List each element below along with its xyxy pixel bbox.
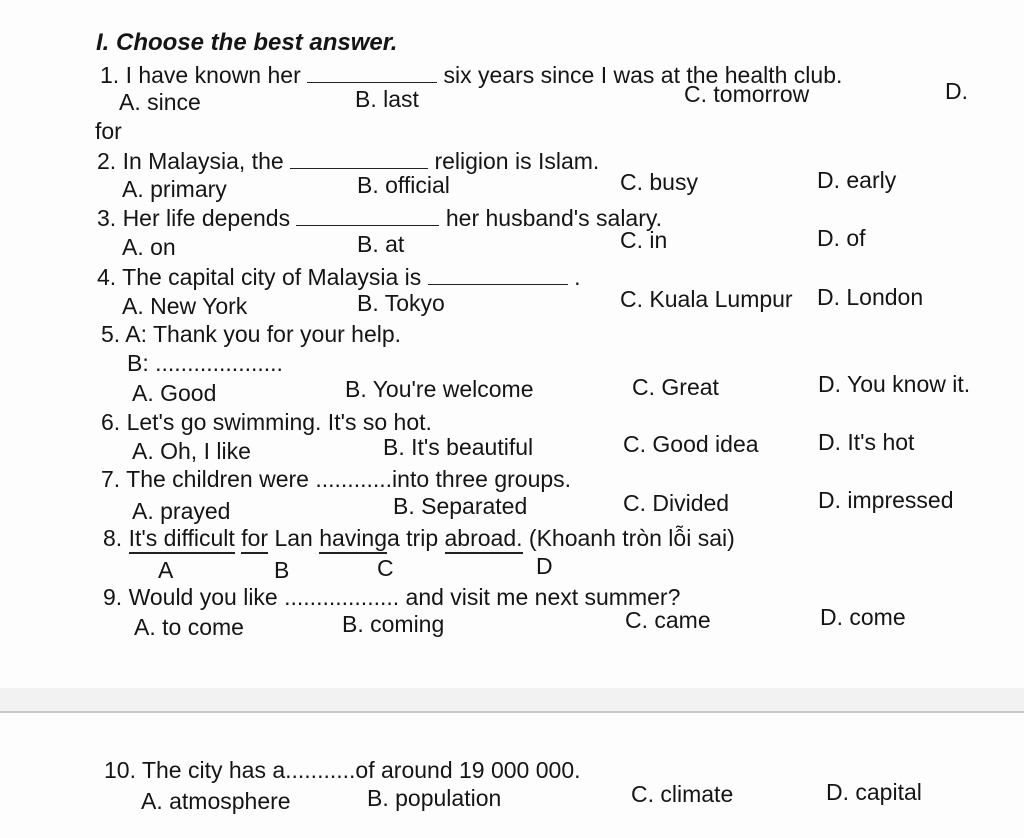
q3-blank[interactable]: [296, 205, 439, 226]
q4-option-a[interactable]: A. New York: [122, 293, 248, 319]
q3-stem-end: her husband's salary.: [445, 205, 663, 231]
q5-option-b[interactable]: B. You're welcome: [345, 376, 534, 402]
q7-option-d[interactable]: D. impressed: [818, 487, 954, 513]
q5-option-d[interactable]: D. You know it.: [818, 371, 971, 397]
worksheet-title: I. Choose the best answer.: [96, 29, 398, 56]
q1-stem-end: six years since I was at the health club.: [443, 62, 843, 88]
q7-option-b[interactable]: B. Separated: [393, 493, 528, 519]
page-divider-bottom: [0, 711, 1024, 713]
q1-option-d-text[interactable]: for: [95, 118, 122, 144]
q8-label-d: D: [536, 553, 553, 579]
q8-label-b: B: [274, 557, 290, 583]
q7-stem-start: 7. The children were: [101, 466, 309, 492]
q5-line-b[interactable]: B: ....................: [127, 350, 283, 376]
q4-option-c[interactable]: C. Kuala Lumpur: [620, 286, 793, 312]
q2-option-b[interactable]: B. official: [357, 172, 450, 198]
q2-option-a[interactable]: A. primary: [122, 176, 227, 202]
q9-option-d[interactable]: D. come: [820, 604, 906, 630]
q1-option-b[interactable]: B. last: [355, 86, 419, 112]
q4-blank[interactable]: [428, 264, 568, 285]
q2-stem-end: religion is Islam.: [434, 148, 600, 174]
q10-option-b[interactable]: B. population: [367, 785, 502, 811]
q1-option-a[interactable]: A. since: [119, 89, 201, 115]
q5-option-a[interactable]: A. Good: [132, 380, 217, 406]
q7-stem-end: into three groups.: [392, 466, 572, 492]
q10-stem-start: 10. The city has a: [104, 757, 286, 783]
q1-option-d[interactable]: D.: [945, 78, 968, 104]
q10-option-a[interactable]: A. atmosphere: [141, 788, 291, 814]
q4-stem-start: 4. The capital city of Malaysia is: [97, 264, 422, 290]
q1-stem-start: 1. I have known her: [100, 62, 301, 88]
q9-blank[interactable]: ..................: [284, 584, 400, 610]
q6-option-c[interactable]: C. Good idea: [623, 431, 759, 457]
q9-stem-start: 9. Would you like: [103, 584, 278, 610]
q3-option-d[interactable]: D. of: [817, 225, 866, 251]
q8-text-lan: Lan: [274, 525, 313, 551]
q3-option-a[interactable]: A. on: [122, 234, 176, 260]
q9-option-b[interactable]: B. coming: [342, 611, 445, 637]
q5-option-c[interactable]: C. Great: [632, 374, 719, 400]
q2-blank[interactable]: [290, 148, 428, 169]
q8-part-b[interactable]: for: [241, 525, 268, 554]
q8-number: 8.: [103, 525, 123, 551]
q3-option-b[interactable]: B. at: [357, 231, 405, 257]
q8-part-c[interactable]: having: [319, 525, 387, 554]
q8-part-a[interactable]: It's difficult: [129, 525, 235, 554]
q6-option-b[interactable]: B. It's beautiful: [383, 434, 534, 460]
q4-option-b[interactable]: B. Tokyo: [357, 290, 445, 316]
q5-stem: 5. A: Thank you for your help.: [101, 321, 402, 347]
q7-blank[interactable]: ............: [315, 466, 393, 492]
q8-text-trip: a trip: [386, 525, 439, 551]
q9-option-a[interactable]: A. to come: [134, 614, 244, 640]
q8-label-a: A: [158, 557, 174, 583]
q3-stem-start: 3. Her life depends: [97, 205, 291, 231]
q6-option-a[interactable]: A. Oh, I like: [132, 438, 251, 464]
q8-instruction-note: (Khoanh tròn lỗi sai): [528, 525, 735, 551]
q10-blank[interactable]: ...........: [285, 757, 356, 783]
q6-stem: 6. Let's go swimming. It's so hot.: [101, 409, 432, 435]
q7-option-c[interactable]: C. Divided: [623, 490, 730, 516]
q1-option-c[interactable]: C. tomorrow: [684, 81, 810, 107]
q10-stem-end: of around 19 000 000.: [355, 757, 581, 783]
q2-stem-start: 2. In Malaysia, the: [97, 148, 284, 174]
q2-option-c[interactable]: C. busy: [620, 169, 698, 195]
q9-stem-end: and visit me next summer?: [405, 584, 681, 610]
q9-option-c[interactable]: C. came: [625, 607, 711, 633]
q10-option-d[interactable]: D. capital: [826, 779, 922, 805]
q4-option-d[interactable]: D. London: [817, 284, 924, 310]
q6-option-d[interactable]: D. It's hot: [818, 429, 915, 455]
page-gap-band: [0, 688, 1024, 712]
q10-option-c[interactable]: C. climate: [631, 781, 734, 807]
q8-label-c: C: [377, 555, 394, 581]
q3-option-c[interactable]: C. in: [620, 227, 668, 253]
q2-option-d[interactable]: D. early: [817, 167, 897, 193]
q8-part-d[interactable]: abroad.: [445, 525, 523, 554]
q7-option-a[interactable]: A. prayed: [132, 498, 231, 524]
q4-stem-end: .: [574, 264, 581, 290]
q1-blank[interactable]: [307, 62, 437, 83]
